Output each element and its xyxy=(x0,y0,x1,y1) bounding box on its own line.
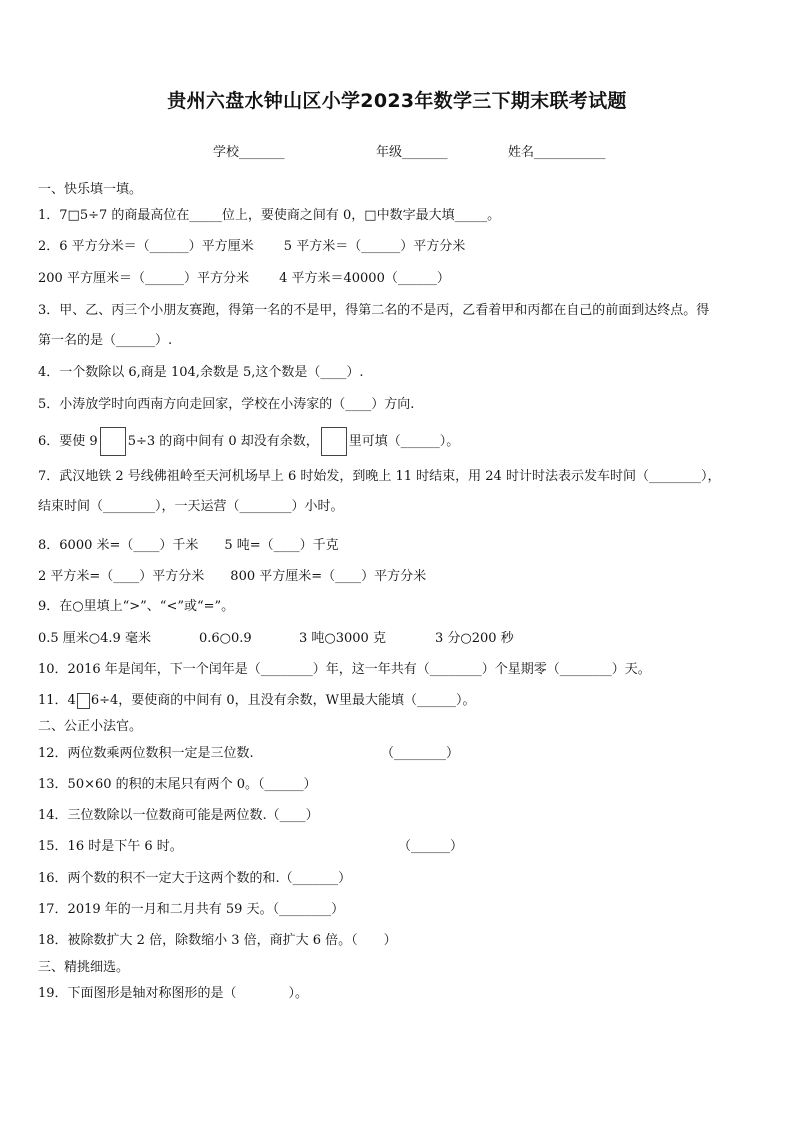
question-6-suffix: 里可填（______）。 xyxy=(348,434,460,449)
question-2-line-1: 2．6 平方分米＝（______）平方厘米 5 平方米＝（______）平方分米 xyxy=(38,239,466,254)
section-heading-2: 二、公正小法官。 xyxy=(38,719,143,734)
question-3-line-1: 3．甲、乙、丙三个小朋友赛跑，得第一名的不是甲，得第二名的不是丙，乙看着甲和丙都在自己的前面到达终点。得 xyxy=(38,303,710,318)
answer-box xyxy=(77,693,90,709)
question-2-line-2: 200 平方厘米＝（______）平方分米 4 平方米＝40000（______） xyxy=(38,271,450,286)
question-9-item-a: 0.5 厘米○4.9 毫米 xyxy=(38,631,151,646)
answer-box xyxy=(321,427,347,456)
question-1: 1．7□5÷7 的商最高位在_____位上，要使商之间有 0，□中数字最大填_____。 xyxy=(38,208,501,223)
question-16: 16．两个数的积不一定大于这两个数的和.（_______） xyxy=(38,871,352,886)
question-5: 5．小涛放学时向西南方向走回家，学校在小涛家的（____）方向. xyxy=(38,397,415,412)
section-heading-1: 一、快乐填一填。 xyxy=(38,182,143,197)
question-6-middle: 5÷3 的商中间有 0 却没有余数， xyxy=(127,434,319,449)
question-15: 15．16 时是下午 6 时。 xyxy=(38,839,183,854)
name-field: 姓名___________ xyxy=(508,145,606,160)
question-11 xyxy=(38,692,476,710)
question-17: 17．2019 年的一月和二月共有 59 天。（________） xyxy=(38,902,345,917)
question-10: 10．2016 年是闰年，下一个闰年是（________）年，这一年共有（________）个星期零（________）天。 xyxy=(38,662,651,677)
question-9-item-d: 3 分○200 秒 xyxy=(435,631,514,646)
question-15-blank: （______） xyxy=(398,839,464,854)
question-11-suffix: 6÷4，要使商的中间有 0，且没有余数，W里最大能填（______）。 xyxy=(90,693,476,708)
question-19: 19．下面图形是轴对称图形的是（ ）。 xyxy=(38,986,309,1001)
question-12-blank: （________） xyxy=(381,746,460,761)
question-4: 4．一个数除以 6,商是 104,余数是 5,这个数是（____）. xyxy=(38,365,364,380)
question-18: 18．被除数扩大 2 倍，除数缩小 3 倍，商扩大 6 倍。（ ） xyxy=(38,933,397,948)
question-11-prefix: 11．4 xyxy=(38,693,76,708)
question-14: 14．三位数除以一位数商可能是两位数.（____） xyxy=(38,808,319,823)
question-7-line-2: 结束时间（________），一天运营（________）小时。 xyxy=(38,499,344,514)
question-8-line-1: 8．6000 米=（____）千米 5 吨=（____）千克 xyxy=(38,538,339,553)
question-8-line-2: 2 平方米=（____）平方分米 800 平方厘米=（____）平方分米 xyxy=(38,569,427,584)
question-9: 9．在○里填上“>”、“<”或“=”。 xyxy=(38,599,235,614)
question-9-item-c: 3 吨○3000 克 xyxy=(299,631,386,646)
question-7-line-1: 7．武汉地铁 2 号线佛祖岭至天河机场早上 6 时始发，到晚上 11 时结束，用 24 时计时法表示发车时间（________）， xyxy=(38,469,721,484)
answer-box xyxy=(100,427,126,456)
question-6 xyxy=(38,427,459,456)
question-12: 12．两位数乘两位数积一定是三位数. xyxy=(38,746,254,761)
section-heading-3: 三、精挑细选。 xyxy=(38,960,130,975)
question-13: 13．50×60 的积的末尾只有两个 0。（______） xyxy=(38,777,317,792)
question-9-item-b: 0.6○0.9 xyxy=(199,631,252,646)
school-field: 学校_______ xyxy=(213,145,285,160)
exam-title: 贵州六盘水钟山区小学2023年数学三下期末联考试题 xyxy=(167,90,627,112)
grade-field: 年级_______ xyxy=(376,145,448,160)
question-3-line-2: 第一名的是（______）. xyxy=(38,333,173,348)
question-6-prefix: 6．要使 9 xyxy=(38,434,98,449)
